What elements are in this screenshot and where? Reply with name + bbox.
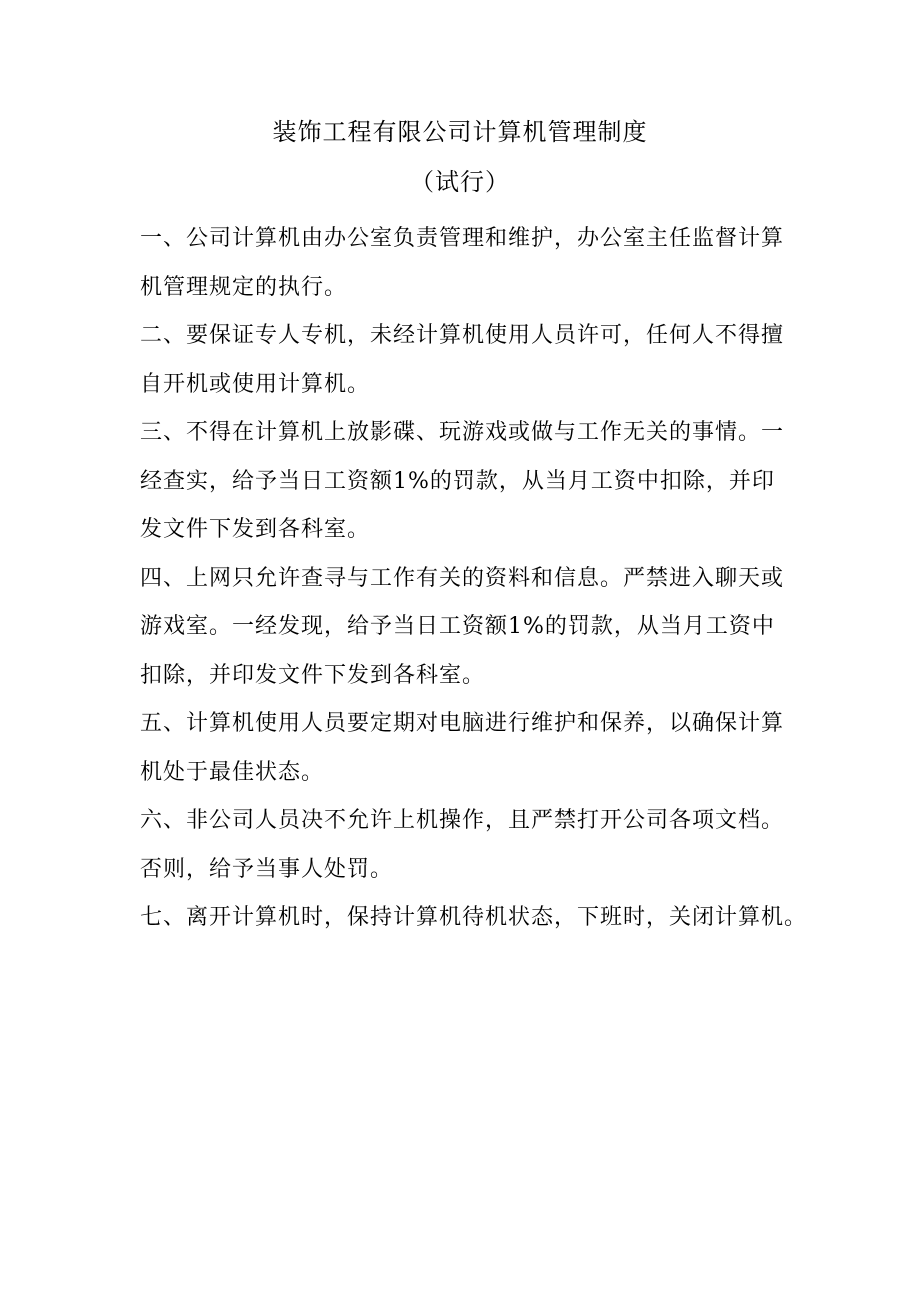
document-subtitle: （试行）	[410, 168, 510, 196]
rule-2-line-1: 二、要保证专人专机，未经计算机使用人员许可，任何人不得擅	[140, 323, 785, 348]
rule-1-paragraph	[140, 215, 800, 312]
rule-7-paragraph	[140, 894, 808, 943]
rule-5-line-1: 五、计算机使用人员要定期对电脑进行维护和保养，以确保计算	[140, 711, 785, 736]
rule-3-line-3: 发文件下发到各科室。	[140, 517, 371, 542]
rule-3-line-2: 经查实，给予当日工资额1%的罚款，从当月工资中扣除，并印	[140, 468, 775, 494]
rule-5-line-2: 机处于最佳状态。	[140, 759, 325, 785]
rule-3-line-1: 三、不得在计算机上放影碟、玩游戏或做与工作无关的事情。一	[140, 420, 785, 445]
rule-4-line-2: 游戏室。一经发现，给予当日工资额1%的罚款，从当月工资中	[140, 614, 775, 639]
rule-1-line-2: 机管理规定的执行。	[140, 274, 348, 300]
rule-5-paragraph	[140, 700, 800, 797]
rule-4-line-1: 四、上网只允许查寻与工作有关的资料和信息。严禁进入聊天或	[140, 565, 785, 591]
rule-2-paragraph	[140, 312, 800, 409]
rule-3-paragraph	[140, 409, 800, 555]
document-title: 装饰工程有限公司计算机管理制度	[272, 118, 648, 146]
rule-6-line-1: 六、非公司人员决不允许上机操作，且严禁打开公司各项文档。	[140, 808, 785, 833]
rule-7-line-1: 七、离开计算机时，保持计算机待机状态，下班时，关闭计算机。	[140, 905, 808, 930]
rule-6-line-2: 否则，给予当事人处罚。	[140, 856, 394, 882]
rule-2-line-2: 自开机或使用计算机。	[140, 371, 371, 397]
rule-1-line-1: 一、公司计算机由办公室负责管理和维护，办公室主任监督计算	[140, 226, 785, 251]
rule-4-line-3: 扣除，并印发文件下发到各科室。	[140, 662, 486, 688]
rule-6-paragraph	[140, 797, 800, 894]
rule-4-paragraph	[140, 555, 800, 701]
document-body	[140, 215, 808, 943]
